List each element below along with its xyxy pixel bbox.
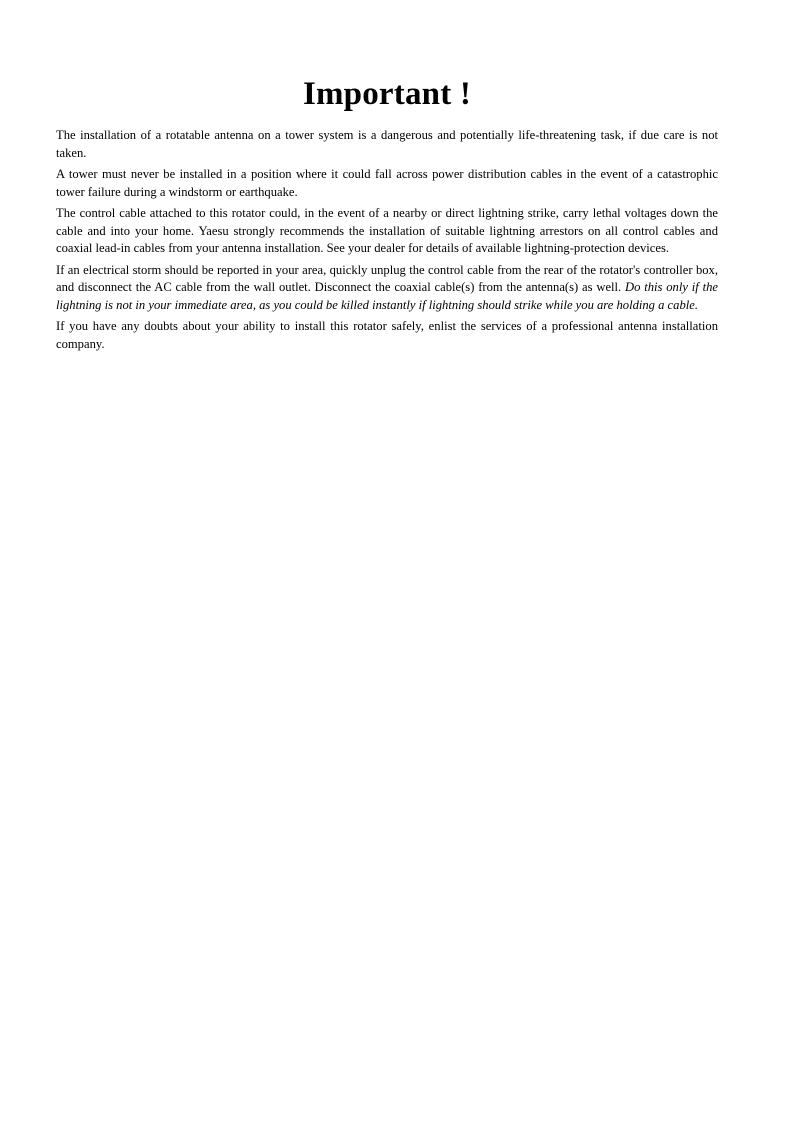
paragraph-text: A tower must never be installed in a position where it could fall across power distribution cables in the event of a catastrophic tower failure during a windstorm or earthquake. (56, 167, 718, 199)
paragraph-text: The installation of a rotatable antenna on a tower system is a dangerous and potentially life-threatening task, if due care is not taken. (56, 128, 718, 160)
paragraph-lightning-arrestors (56, 205, 718, 258)
paragraph-power-cable-warning (56, 166, 718, 201)
page-title: Important ! (302, 76, 472, 112)
paragraph-italic-warning: Do this only if the lightning is not in your immediate area, as you could be killed instantly if lightning should strike while you are holding a cable. (56, 280, 718, 312)
paragraph-text: The control cable attached to this rotator could, in the event of a nearby or direct lightning strike, carry lethal voltages down the cable and into your home. Yaesu strongly recommends the installation of suitable lightning arrestors on all control cables and coaxial lead-in cables from your antenna installation. See your dealer for details of available lightning-protection devices. (56, 206, 718, 255)
paragraph-text: If you have any doubts about your ability to install this rotator safely, enlist the services of a professional antenna installation company. (56, 319, 718, 351)
paragraph-tower-installation-danger (56, 127, 718, 162)
document-page (56, 70, 718, 357)
paragraph-professional-installation (56, 318, 718, 353)
paragraph-text: If an electrical storm should be reported in your area, quickly unplug the control cable from the rear of the rotator's controller box, and disconnect the AC cable from the wall outlet. Disconnect the coaxial cable(s) from the antenna(s) as well. (56, 262, 718, 294)
paragraph-electrical-storm (56, 262, 718, 315)
